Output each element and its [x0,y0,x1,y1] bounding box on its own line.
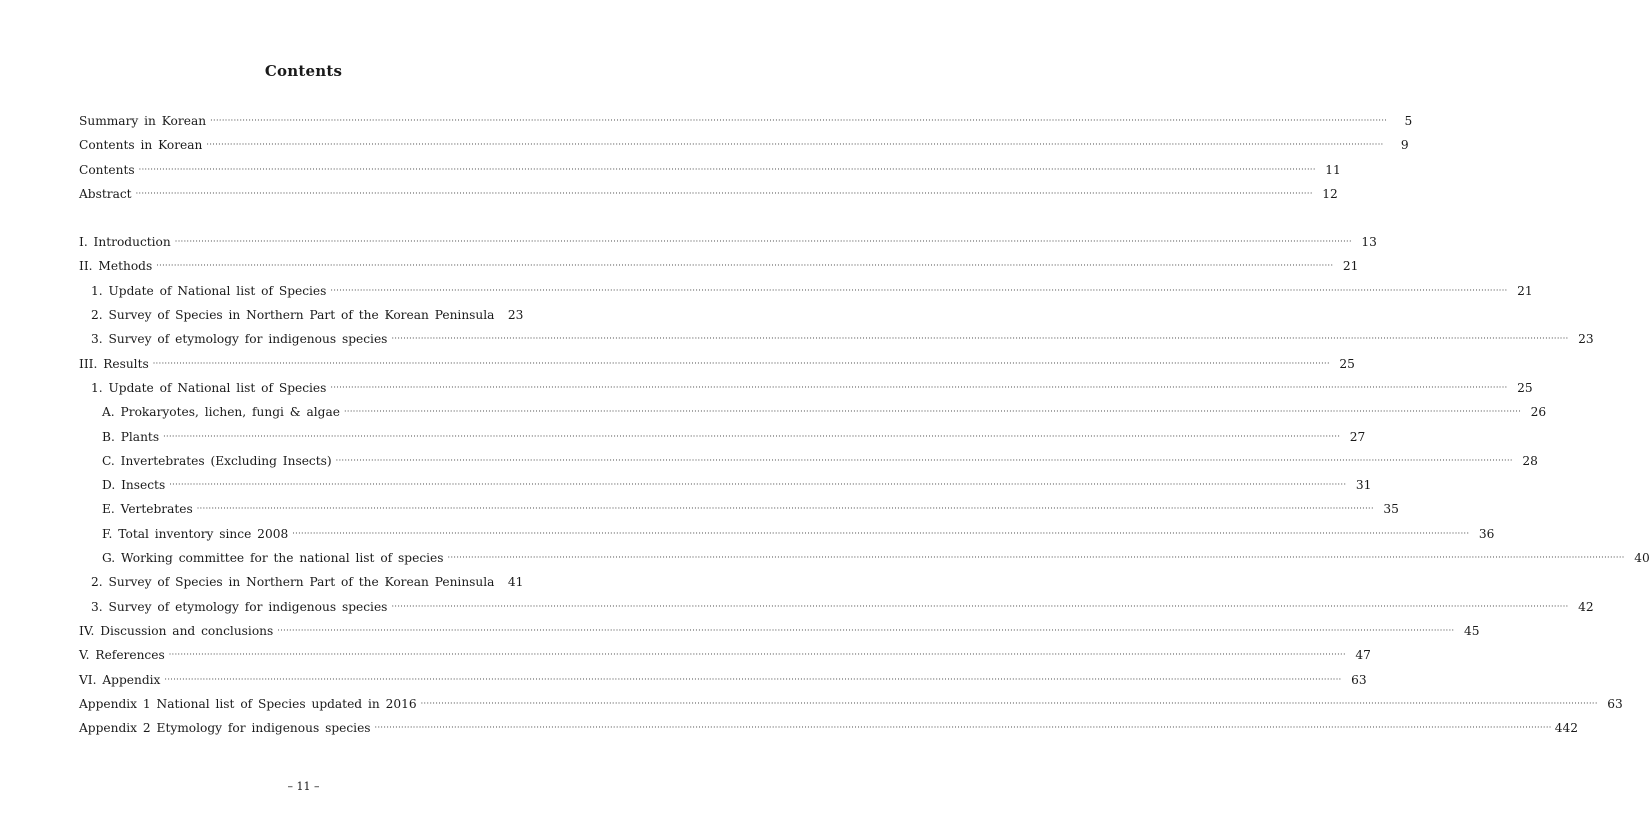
toc-entry-page: 25 [1517,380,1533,395]
toc-entry[interactable] [79,599,1594,624]
toc-entry-page: 63 [1351,672,1367,687]
toc-entry-page: 26 [1530,405,1547,420]
toc-entry[interactable] [79,405,1547,429]
dot-leader: ················································································································································································································································································································································································································ [447,553,1625,563]
toc-entry-label: II. Methods [79,259,153,274]
toc-entry-label: I. Introduction [79,235,171,250]
dot-leader: ················································································································································································································································································································································································································ [156,261,1334,271]
toc-entry-page: 23 [507,308,524,323]
toc-entry[interactable] [79,259,1359,283]
table-of-contents [79,114,1650,745]
dot-leader: ················································································································································································································································································································································································································ [391,334,1569,344]
toc-entry-page: 41 [507,575,524,590]
toc-entry-label: G. Working committee for the national list of species [102,551,444,566]
dot-leader: ················································································································································································································································································································································································································ [164,674,1342,684]
toc-entry[interactable] [79,575,524,599]
toc-entry-page: 45 [1463,623,1480,638]
toc-entry[interactable] [79,696,1623,721]
dot-leader: ················································································································································································································································································································································································································ [210,116,1388,125]
dot-leader: ················································································································································································································································································································································································································ [196,504,1374,514]
dot-leader: ················································································································································································································································································································································································································ [135,188,1313,198]
toc-entry-page: 40 [1634,551,1650,566]
toc-entry[interactable] [79,186,1338,211]
toc-entry[interactable] [79,356,1355,381]
toc-entry-label: V. References [79,648,165,663]
toc-entry-label: IV. Discussion and conclusions [79,623,274,638]
dot-leader: ················································································································································································································································································································································································································ [330,285,1508,295]
dot-leader: ················································································································································································································································································································································································································ [391,601,1569,611]
toc-entry-label: F. Total inventory since 2008 [102,526,289,541]
toc-entry-label: Appendix 1 National list of Species updated in 2016 [79,696,417,711]
toc-entry-label: 3. Survey of etymology for indigenous species [91,599,388,614]
toc-entry-page: 42 [1578,599,1594,614]
toc-entry[interactable] [79,429,1366,454]
toc-entry[interactable] [79,138,1409,162]
toc-entry-label: 1. Update of National list of Species [91,283,327,298]
toc-entry-page: 11 [1325,162,1341,177]
toc-entry[interactable] [79,453,1538,478]
toc-entry-label: A. Prokaryotes, lichen, fungi & algae [102,405,340,420]
dot-leader: ················································································································································································································································································································································································································ [163,431,1341,441]
toc-entry-label: C. Invertebrates (Excluding Insects) [102,453,332,468]
toc-entry[interactable] [79,162,1341,187]
toc-entry[interactable] [79,380,1533,405]
toc-entry[interactable] [79,283,1533,308]
toc-entry-page: 442 [1554,721,1578,736]
toc-entry[interactable] [79,478,1372,502]
toc-entry-label: VI. Appendix [79,672,161,687]
toc-entry-page: 47 [1355,648,1371,663]
toc-entry-page: 23 [1578,332,1594,347]
dot-leader: ················································································································································································································································································································································································································ [335,455,1513,465]
toc-entry[interactable] [79,502,1399,526]
toc-entry-page: 28 [1522,453,1538,468]
dot-leader: ················································································································································································································································································································································································································ [292,528,1470,538]
toc-entry-page: 13 [1361,235,1377,250]
dot-leader: ················································································································································································································································································································································································································ [330,382,1508,392]
dot-leader: ················································································································································································································································································································································································································ [169,480,1347,490]
toc-entry-page: 21 [1517,283,1533,298]
toc-entry-label: B. Plants [102,429,160,444]
dot-leader: ················································································································································································································································································································································································································ [138,164,1316,174]
toc-entry-label: 2. Survey of Species in Northern Part of the Korean Peninsula [91,575,495,590]
toc-entry-page: 9 [1400,138,1409,153]
toc-entry[interactable] [79,721,1578,745]
toc-entry-page: 12 [1322,186,1338,201]
toc-entry-label: Appendix 2 Etymology for indigenous species [79,721,371,736]
toc-entry-label: E. Vertebrates [102,502,193,517]
toc-entry[interactable] [79,551,1650,575]
toc-entry-label: D. Insects [102,478,166,493]
toc-entry-page: 5 [1404,114,1413,128]
toc-entry[interactable] [79,623,1480,648]
dot-leader: ················································································································································································································································································································································································································ [374,723,1552,733]
toc-entry[interactable] [79,672,1367,697]
toc-entry-label: Contents in Korean [79,138,203,153]
toc-entry-page: 63 [1607,696,1623,711]
toc-entry-page: 21 [1342,259,1359,274]
toc-entry-page: 35 [1383,502,1399,517]
toc-entry-label: Contents [79,162,135,177]
toc-entry[interactable] [79,526,1495,551]
toc-entry-label: 1. Update of National list of Species [91,380,327,395]
dot-leader: ················································································································································································································································································································································································································ [343,407,1522,417]
dot-leader: ················································································································································································································································································································································································································ [152,358,1330,368]
dot-leader: ················································································································································································································································································································································································································ [206,140,1384,150]
toc-entry-label: 3. Survey of etymology for indigenous species [91,332,388,347]
toc-entry-page: 27 [1349,429,1366,444]
dot-leader: ················································································································································································································································································································································································································ [168,650,1346,660]
toc-entry-page: 36 [1478,526,1495,541]
toc-entry[interactable] [79,235,1377,259]
page-number-footer: – 11 – [287,780,320,793]
toc-entry[interactable] [79,114,1413,138]
page-title: Contents [264,62,343,80]
toc-entry[interactable] [79,332,1594,356]
toc-entry-label: Abstract [79,186,132,201]
toc-entry-page: 31 [1355,478,1372,493]
toc-entry-page: 25 [1339,356,1355,371]
toc-entry-label: III. Results [79,356,149,371]
dot-leader: ················································································································································································································································································································································································································ [277,625,1455,635]
toc-entry[interactable] [79,648,1371,672]
dot-leader: ················································································································································································································································································································································································································ [420,698,1598,708]
toc-entry-label: Summary in Korean [79,114,207,128]
dot-leader: ················································································································································································································································································································································································································ [174,237,1352,247]
toc-entry-label: 2. Survey of Species in Northern Part of the Korean Peninsula [91,308,495,323]
toc-entry[interactable] [79,308,524,332]
